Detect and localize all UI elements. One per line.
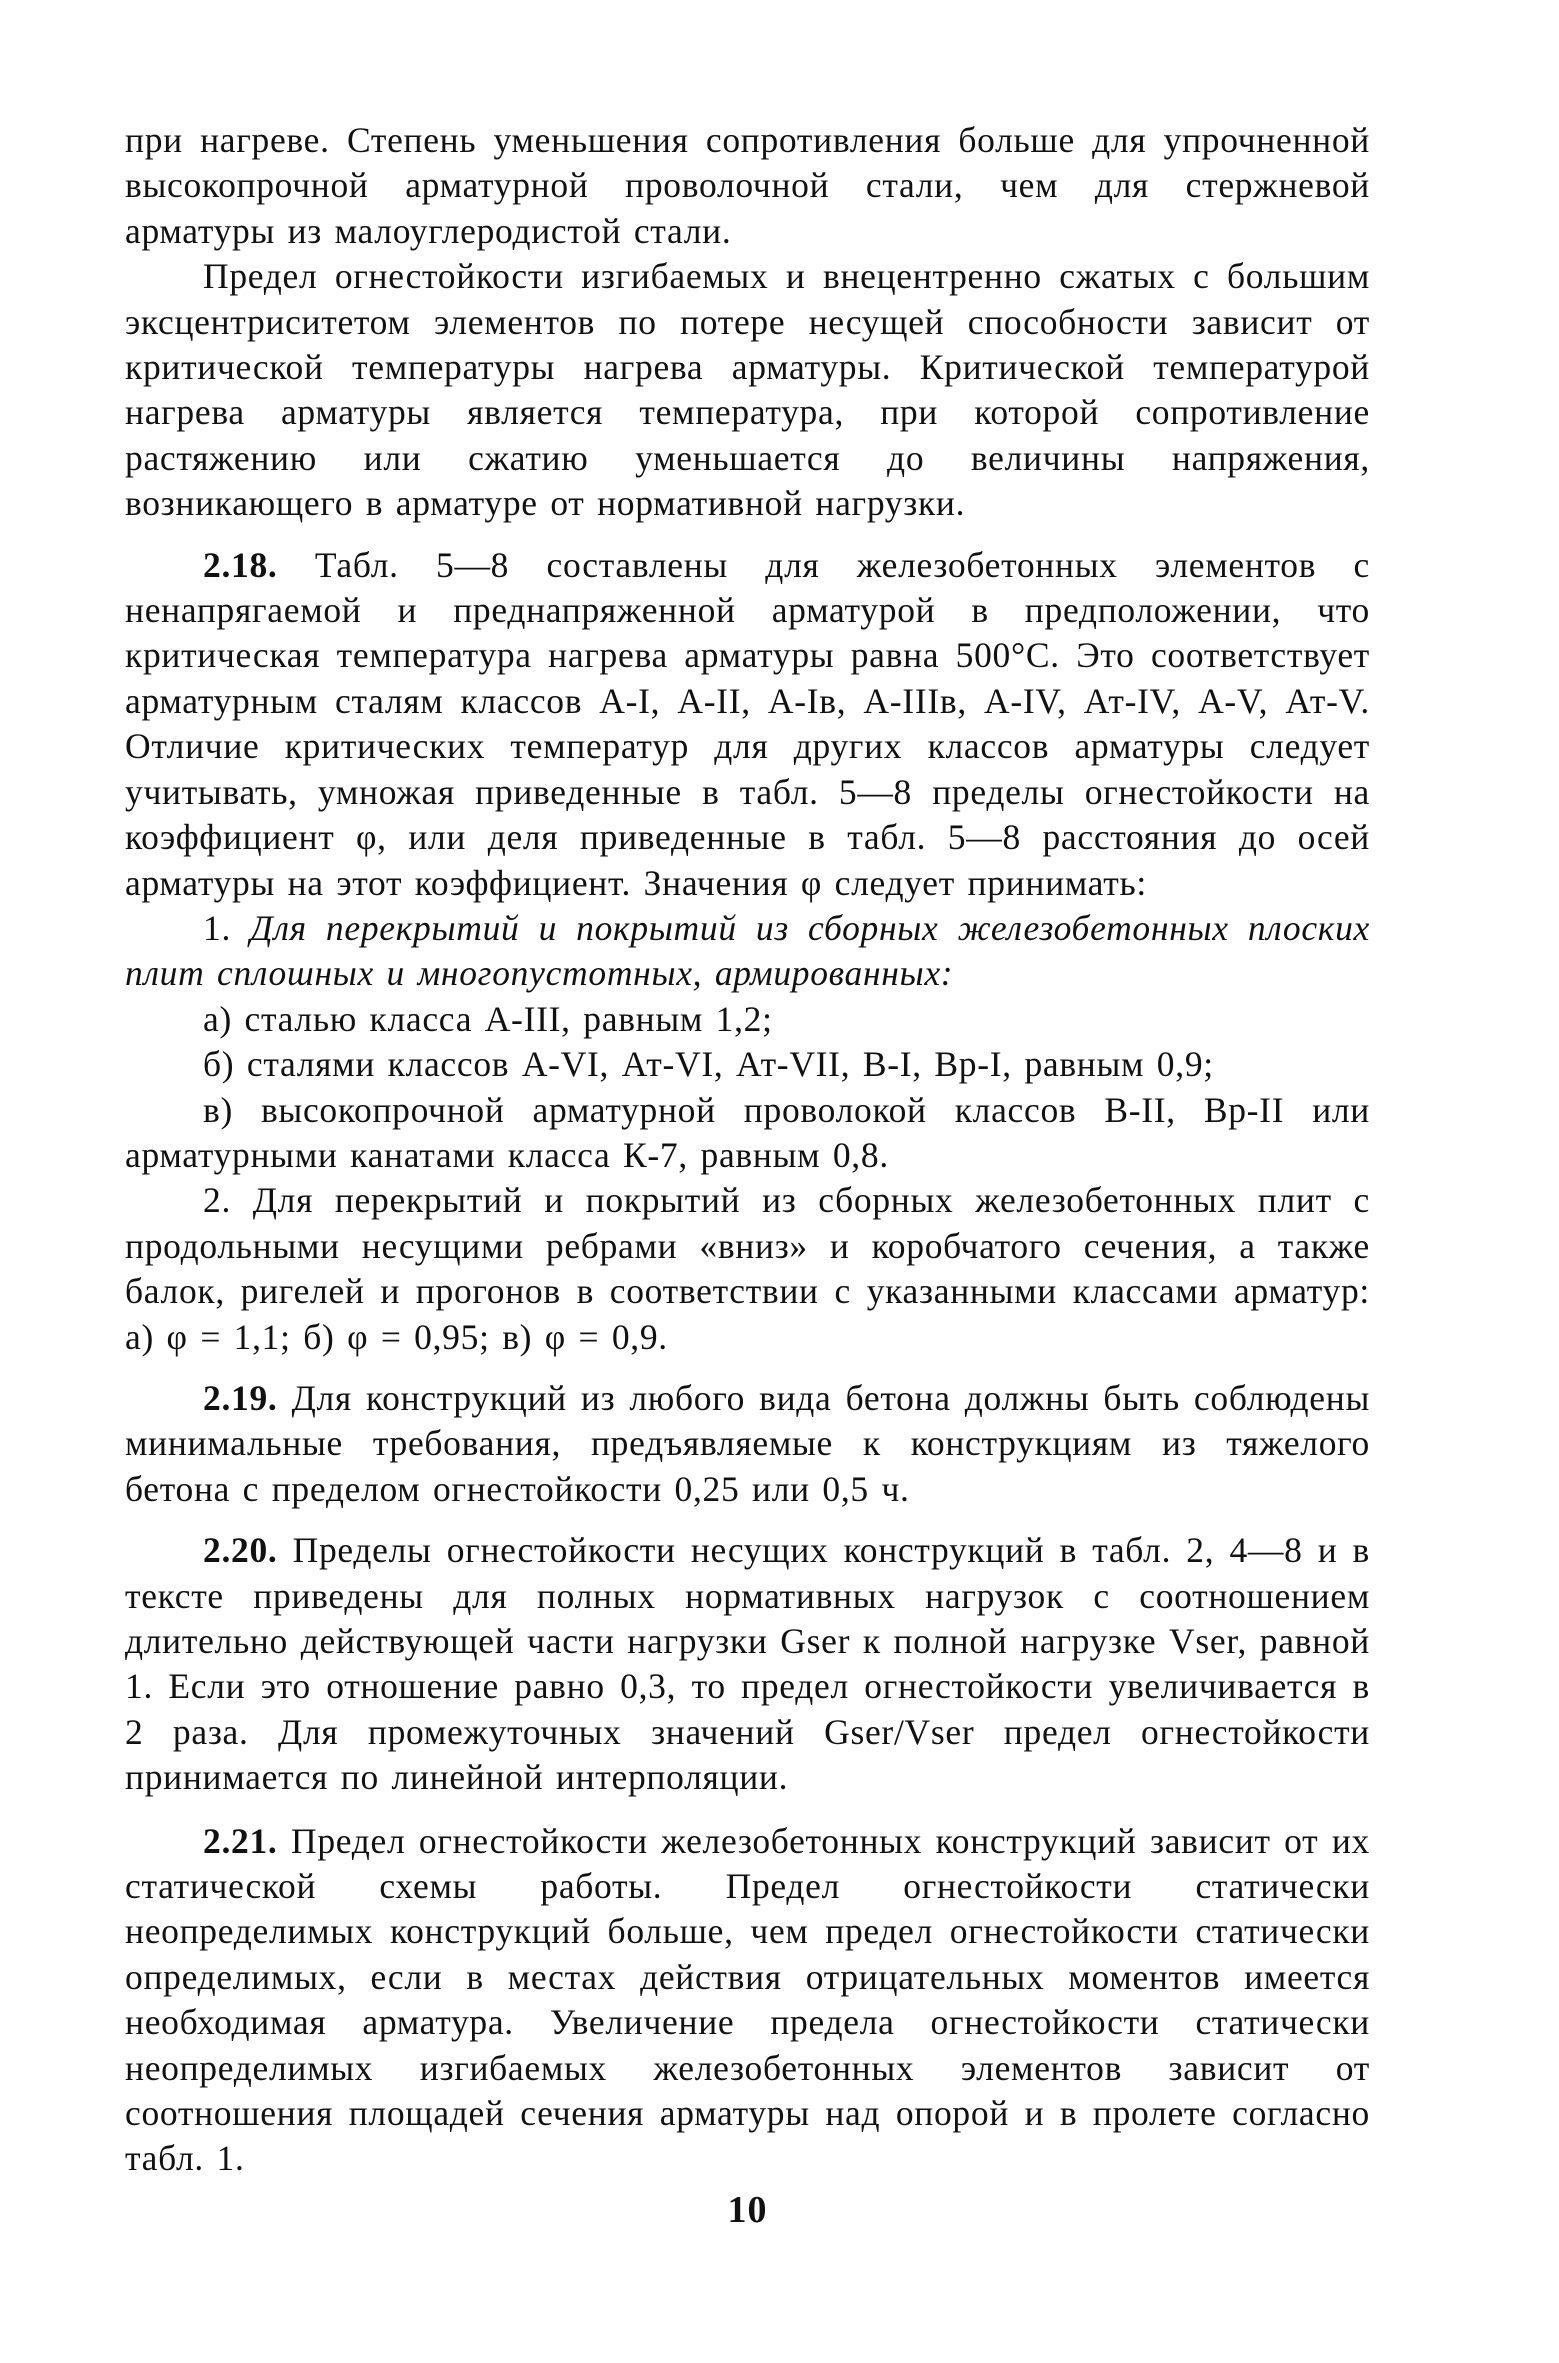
section-number: 2.18. (203, 544, 278, 585)
section-number: 2.20. (203, 1530, 278, 1571)
list-item-2: 2. Для перекрытий и покрытий из сборных железобетонных плит с продольными несущими ребрами «вниз» и коробчатого сечения, а также балок, ригелей и прогонов в соответствии с указанными классами арматур: а) φ = 1,1; б) φ = 0,95; в) φ = 0,9. (125, 1180, 1370, 1357)
section-text: Для конструкций из любого вида бетона должны быть соблюдены минимальные требования, предъявляемые к конструкциям из тяжелого бетона с пределом огнестойкости 0,25 или 0,5 ч. (125, 1377, 1370, 1509)
list-subitem-a: а) сталью класса А-III, равным 1,2; (203, 998, 773, 1039)
section-2-20 (125, 1528, 1370, 1800)
section-text: Пределы огнестойкости несущих конструкций в табл. 2, 4—8 и в тексте приведены для полных нормативных нагрузок с соотношением длительно действующей части нагрузки Gser к полной нагрузке Vser, равной 1. Если это отношение равно 0,3, то предел огнестойкости увеличивается в 2 раза. Для промежуточных значений Gser/Vser предел огнестойкости принимается по линейной интерполяции. (125, 1530, 1370, 1798)
section-number: 2.21. (203, 1820, 278, 1861)
list-subitem-c: в) высокопрочной арматурной проволокой классов В-II, Вр-II или арматурными канатами класса К-7, равным 0,8. (125, 1089, 1370, 1175)
list-subitem-b: б) сталями классов А-VI, Ат-VI, Ат-VII, В-I, Вр-I, равным 0,9; (203, 1044, 1214, 1085)
section-2-19 (125, 1376, 1370, 1512)
section-2-18 (125, 543, 1370, 906)
section-text: Предел огнестойкости железобетонных конструкций зависит от их статической схемы работы. Предел огнестойкости статически неопределимых конструкций больше, чем предел огнестойкости статически определимых, если в местах действия отрицательных моментов имеется необходимая арматура. Увеличение предела огнестойкости статически неопределимых изгибаемых железобетонных элементов зависит от соотношения площадей сечения арматуры над опорой и в пролете согласно табл. 1. (125, 1820, 1370, 2179)
paragraph-fire-resistance-limit: Предел огнестойкости изгибаемых и внецентренно сжатых с большим эксцентриситетом элементов по потере несущей способности зависит от критической температуры нагрева арматуры. Критической температурой нагрева арматуры является температура, при которой сопротивление растяжению или сжатию уменьшается до величины напряжения, возникающего в арматуре от нормативной нагрузки. (125, 256, 1370, 524)
list-item-text: Для перекрытий и покрытий из сборных железобетонных плоских плит сплошных и многопустотных, армированных: (125, 907, 1371, 994)
body-text (125, 118, 1370, 2182)
page-number: 10 (727, 2189, 768, 2231)
section-number: 2.19. (203, 1377, 278, 1418)
list-item-1 (125, 906, 1370, 997)
paragraph-continuation: при нагреве. Степень уменьшения сопротивления больше для упрочненной высокопрочной арматурной проволочной стали, чем для стержневой арматуры из малоуглеродистой стали. (125, 120, 1370, 251)
section-text: Табл. 5—8 составлены для железобетонных элементов с ненапрягаемой и преднапряженной арматурой в предположении, что критическая температура нагрева арматуры равна 500°С. Это соответствует арматурным сталям классов А-I, А-II, А-Iв, А-IIIв, А-IV, Ат-IV, А-V, Ат-V. Отличие критических температур для других классов арматуры следует учитывать, умножая приведенные в табл. 5—8 пределы огнестойкости на коэффициент φ, или деля приведенные в табл. 5—8 расстояния до осей арматуры на этот коэффициент. Значения φ следует принимать: (125, 544, 1370, 903)
list-item-number: 1. (203, 907, 232, 948)
section-2-21 (125, 1819, 1370, 2182)
document-page (125, 118, 1370, 2258)
